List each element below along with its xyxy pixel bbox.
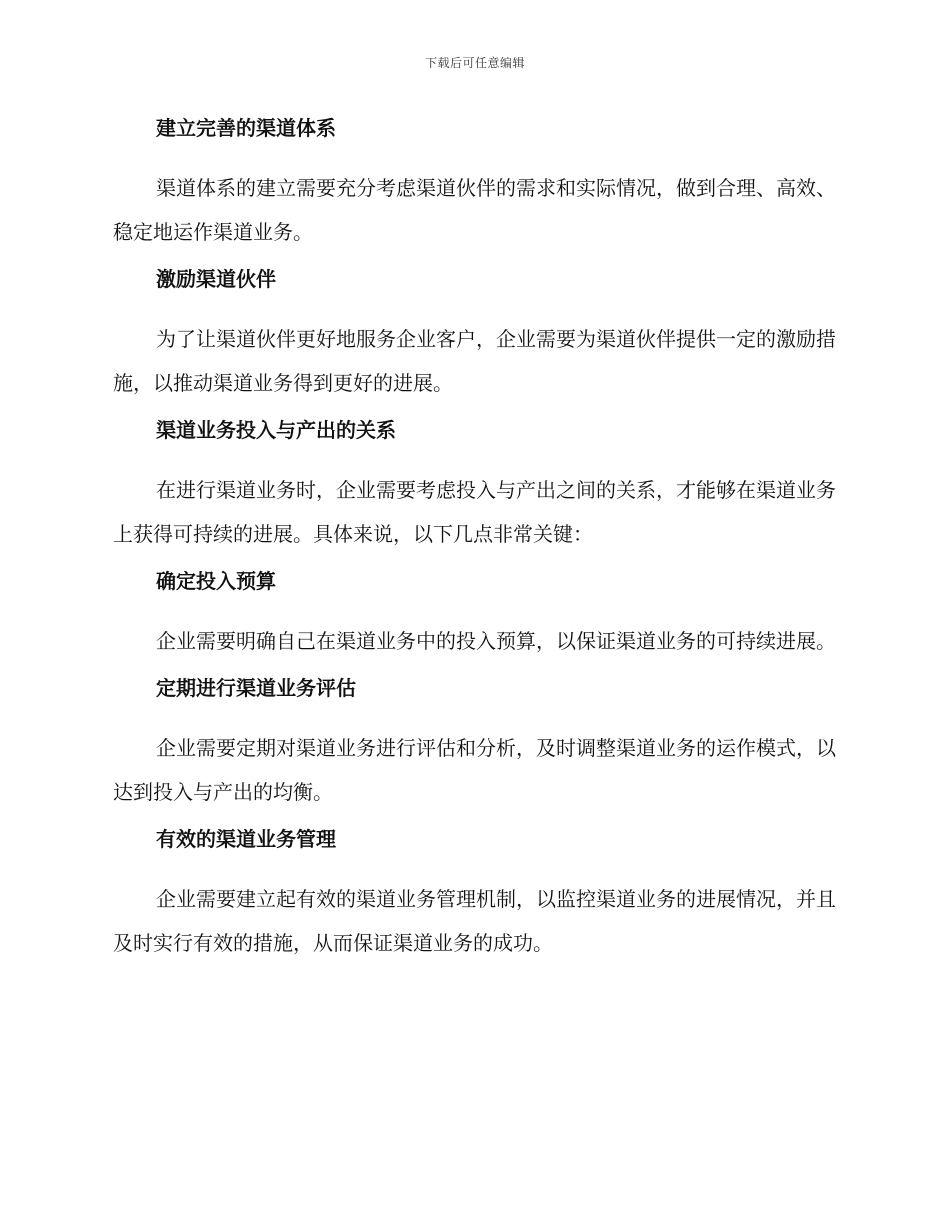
section-heading: 渠道业务投入与产出的关系 (156, 418, 396, 442)
section-input-output (113, 414, 843, 556)
page-header-note: 下载后可任意编辑 (424, 56, 525, 70)
section-paragraph: 在进行渠道业务时，企业需要考虑投入与产出之间的关系，才能够在渠道业务上获得可持续的进展。具体来说，以下几点非常关键： (113, 478, 836, 546)
section-paragraph: 为了让渠道伙伴更好地服务企业客户，企业需要为渠道伙伴提供一定的激励措施，以推动渠道业务得到更好的进展。 (113, 327, 836, 395)
section-heading: 定期进行渠道业务评估 (156, 676, 356, 700)
section-channel-system (113, 112, 843, 254)
section-heading: 激励渠道伙伴 (156, 267, 276, 291)
section-incentive-partners (113, 263, 843, 405)
section-heading: 建立完善的渠道体系 (156, 116, 336, 140)
section-paragraph: 企业需要定期对渠道业务进行评估和分析，及时调整渠道业务的运作模式，以达到投入与产出的均衡。 (113, 736, 836, 804)
document-body (113, 112, 843, 974)
section-budget (113, 565, 843, 663)
section-heading: 有效的渠道业务管理 (156, 827, 336, 851)
section-evaluation (113, 672, 843, 814)
section-heading: 确定投入预算 (156, 569, 276, 593)
section-paragraph: 企业需要建立起有效的渠道业务管理机制，以监控渠道业务的进展情况，并且及时实行有效的措施，从而保证渠道业务的成功。 (113, 887, 836, 955)
section-management (113, 823, 843, 965)
section-paragraph: 企业需要明确自己在渠道业务中的投入预算，以保证渠道业务的可持续进展。 (156, 629, 836, 653)
section-paragraph: 渠道体系的建立需要充分考虑渠道伙伴的需求和实际情况，做到合理、高效、稳定地运作渠道业务。 (113, 176, 836, 244)
